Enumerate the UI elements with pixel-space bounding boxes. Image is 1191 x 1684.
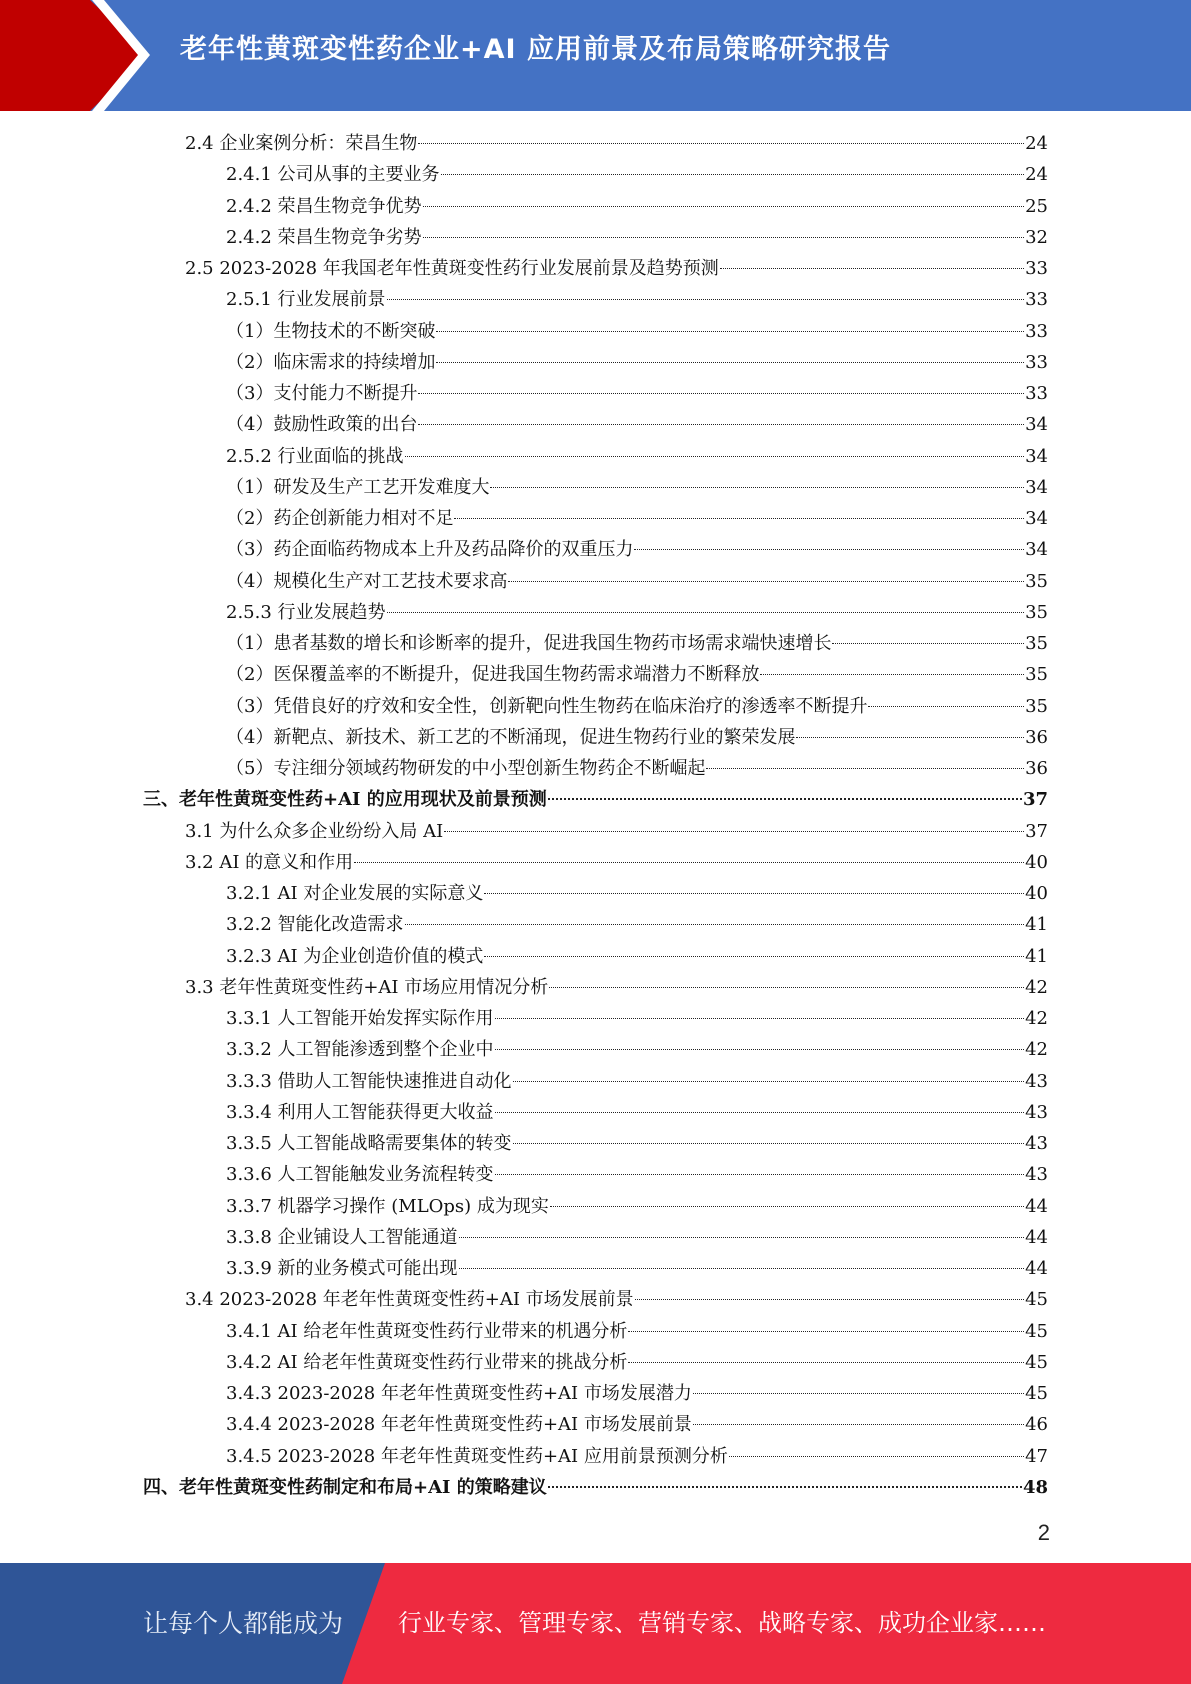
toc-entry-title: 3.3.8 企业铺设人工智能通道 [226, 1226, 458, 1248]
toc-dot-leader [635, 1299, 1024, 1300]
toc-page-number: 43 [1025, 1133, 1048, 1154]
toc-entry-title: 3.4.5 2023-2028 年老年性黄斑变性药+AI 应用前景预测分析 [226, 1445, 728, 1467]
toc-entry[interactable] [226, 566, 1048, 597]
toc-entry-title: 2.5.1 行业发展前景 [226, 289, 386, 311]
toc-dot-leader [490, 487, 1024, 488]
toc-entry[interactable] [226, 316, 1048, 347]
toc-entry[interactable] [226, 1003, 1048, 1034]
toc-dot-leader [508, 581, 1024, 582]
toc-entry-title: （1）患者基数的增长和诊断率的提升，促进我国生物药市场需求端快速增长 [226, 633, 832, 654]
toc-entry[interactable] [226, 534, 1048, 565]
toc-page-number: 41 [1025, 945, 1048, 967]
toc-entry-title: （3）药企面临药物成本上升及药品降价的双重压力 [226, 539, 634, 561]
toc-dot-leader [495, 1174, 1025, 1175]
toc-entry[interactable] [185, 128, 1048, 159]
toc-page-number: 34 [1025, 414, 1048, 436]
toc-dot-leader [760, 674, 1024, 675]
toc-entry[interactable] [185, 253, 1048, 284]
toc-page-number: 35 [1025, 570, 1048, 592]
toc-entry[interactable] [226, 1066, 1048, 1097]
toc-entry-title: 3.3.7 机器学习操作 (MLOps) 成为现实 [226, 1195, 549, 1217]
toc-entry[interactable] [226, 1441, 1048, 1472]
toc-entry[interactable] [226, 1034, 1048, 1065]
toc-entry-title: 3.4.2 AI 给老年性黄斑变性药行业带来的挑战分析 [226, 1351, 628, 1373]
toc-entry-title: 3.2 AI 的意义和作用 [185, 851, 354, 873]
toc-entry[interactable] [226, 472, 1048, 503]
toc-dot-leader [418, 143, 1024, 144]
toc-dot-leader [513, 1143, 1025, 1144]
toc-dot-leader [720, 268, 1024, 269]
toc-entry-title: （4）规模化生产对工艺技术要求高 [226, 570, 508, 592]
toc-dot-leader [418, 393, 1024, 394]
toc-entry-title: 3.1 为什么众多企业纷纷入局 AI [185, 820, 444, 842]
toc-entry[interactable] [226, 597, 1048, 628]
toc-page-number: 24 [1025, 133, 1048, 154]
toc-entry[interactable] [226, 191, 1048, 222]
toc-page-number: 33 [1025, 320, 1048, 342]
toc-entry-title: 3.2.2 智能化改造需求 [226, 914, 404, 936]
toc-page-number: 48 [1022, 1476, 1048, 1498]
toc-entry-title: （4）鼓励性政策的出台 [226, 414, 418, 436]
toc-page-number: 33 [1025, 258, 1048, 279]
toc-dot-leader [548, 798, 1022, 800]
toc-page-number: 36 [1025, 758, 1048, 779]
footer-slogan-right: 行业专家、管理专家、营销专家、战略专家、成功企业家…… [398, 1609, 1046, 1637]
toc-entry-title: 四、老年性黄斑变性药制定和布局+AI 的策略建议 [143, 1476, 547, 1498]
toc-entry-title: 3.4.4 2023-2028 年老年性黄斑变性药+AI 市场发展前景 [226, 1414, 692, 1436]
toc-page-number: 33 [1025, 351, 1048, 373]
toc-dot-leader [459, 1268, 1025, 1269]
toc-entry-title: 3.3.6 人工智能触发业务流程转变 [226, 1164, 494, 1186]
toc-entry-title: 3.3.3 借助人工智能快速推进自动化 [226, 1070, 512, 1092]
toc-entry-title: 2.4 企业案例分析：荣昌生物 [185, 133, 418, 154]
toc-entry-title: 2.4.1 公司从事的主要业务 [226, 164, 440, 186]
toc-entry[interactable] [226, 1409, 1048, 1440]
toc-entry[interactable] [226, 1097, 1048, 1128]
toc-entry-title: 三、老年性黄斑变性药+AI 的应用现状及前景预测 [143, 789, 547, 811]
toc-page-number: 32 [1025, 226, 1048, 248]
toc-entry[interactable] [226, 1347, 1048, 1378]
toc-entry-title: （2）药企创新能力相对不足 [226, 508, 454, 529]
toc-chapter-entry[interactable] [143, 784, 1048, 815]
toc-page-number: 35 [1025, 664, 1048, 686]
toc-entry[interactable] [226, 1253, 1048, 1284]
toc-entry[interactable] [226, 159, 1048, 190]
toc-dot-leader [405, 924, 1025, 925]
toc-page-number: 24 [1025, 164, 1048, 186]
toc-page-number: 35 [1025, 695, 1048, 717]
toc-dot-leader [796, 737, 1024, 738]
toc-entry[interactable] [226, 347, 1048, 378]
toc-entry-title: （3）支付能力不断提升 [226, 383, 418, 404]
toc-page-number: 42 [1025, 976, 1048, 998]
toc-page-number: 40 [1025, 851, 1048, 873]
toc-dot-leader [495, 1049, 1025, 1050]
toc-page-number: 42 [1025, 1008, 1048, 1029]
toc-dot-leader [868, 706, 1024, 707]
toc-entry-title: 3.3.9 新的业务模式可能出现 [226, 1258, 458, 1279]
toc-page-number: 37 [1022, 789, 1048, 811]
toc-entry-title: 3.4.1 AI 给老年性黄斑变性药行业带来的机遇分析 [226, 1320, 628, 1342]
page-number: 2 [1037, 1520, 1050, 1545]
toc-entry-title: 3.3 老年性黄斑变性药+AI 市场应用情况分析 [185, 976, 549, 998]
toc-page-number: 44 [1025, 1258, 1048, 1279]
toc-entry-title: 3.4 2023-2028 年老年性黄斑变性药+AI 市场发展前景 [185, 1289, 634, 1311]
toc-entry[interactable] [226, 941, 1048, 972]
toc-dot-leader [693, 1424, 1024, 1425]
toc-entry[interactable] [226, 441, 1048, 472]
toc-page-number: 37 [1025, 820, 1048, 842]
toc-entry[interactable] [226, 753, 1048, 784]
toc-entry[interactable] [226, 284, 1048, 315]
toc-entry-title: 2.4.2 荣昌生物竞争劣势 [226, 226, 422, 248]
toc-entry[interactable] [226, 1128, 1048, 1159]
toc-entry[interactable] [185, 972, 1048, 1003]
toc-dot-leader [454, 518, 1024, 519]
toc-dot-leader [706, 768, 1024, 769]
toc-dot-leader [548, 1486, 1022, 1488]
toc-entry-title: 2.5 2023-2028 年我国老年性黄斑变性药行业发展前景及趋势预测 [185, 258, 719, 279]
toc-entry[interactable] [226, 503, 1048, 534]
toc-dot-leader [436, 362, 1024, 363]
toc-entry-title: 3.4.3 2023-2028 年老年性黄斑变性药+AI 市场发展潜力 [226, 1383, 692, 1404]
toc-dot-leader [634, 549, 1024, 550]
toc-dot-leader [423, 237, 1025, 238]
toc-dot-leader [423, 206, 1025, 207]
toc-page-number: 34 [1025, 476, 1048, 498]
toc-page-number: 40 [1025, 883, 1048, 904]
toc-dot-leader [459, 1237, 1025, 1238]
toc-page-number: 34 [1025, 539, 1048, 561]
toc-dot-leader [387, 612, 1025, 613]
toc-page-number: 45 [1025, 1320, 1048, 1342]
toc-entry-title: 2.5.2 行业面临的挑战 [226, 445, 404, 467]
toc-entry[interactable] [226, 378, 1048, 409]
toc-page-number: 45 [1025, 1289, 1048, 1311]
toc-entry[interactable] [226, 878, 1048, 909]
toc-entry[interactable] [226, 628, 1048, 659]
toc-entry[interactable] [226, 659, 1048, 690]
toc-entry[interactable] [185, 816, 1048, 847]
toc-dot-leader [513, 1081, 1025, 1082]
toc-entry-title: （2）临床需求的持续增加 [226, 351, 436, 373]
toc-entry[interactable] [226, 1159, 1048, 1190]
toc-page-number: 25 [1025, 195, 1048, 217]
toc-dot-leader [441, 174, 1025, 175]
toc-entry-title: 3.2.3 AI 为企业创造价值的模式 [226, 945, 484, 967]
toc-entry-title: （5）专注细分领域药物研发的中小型创新生物药企不断崛起 [226, 758, 706, 779]
toc-dot-leader [436, 331, 1024, 332]
toc-entry-title: 3.3.2 人工智能渗透到整个企业中 [226, 1039, 494, 1061]
toc-entry[interactable] [226, 1316, 1048, 1347]
toc-page-number: 42 [1025, 1039, 1048, 1061]
toc-dot-leader [495, 1018, 1025, 1019]
toc-page-number: 43 [1025, 1164, 1048, 1186]
toc-dot-leader [729, 1456, 1024, 1457]
toc-dot-leader [484, 893, 1024, 894]
toc-dot-leader [549, 987, 1024, 988]
toc-page-number: 41 [1025, 914, 1048, 936]
toc-entry[interactable] [226, 691, 1048, 722]
toc-dot-leader [832, 643, 1024, 644]
toc-entry[interactable] [226, 722, 1048, 753]
toc-entry[interactable] [185, 847, 1048, 878]
toc-entry-title: 3.3.1 人工智能开始发挥实际作用 [226, 1008, 494, 1029]
toc-page-number: 44 [1025, 1195, 1048, 1217]
toc-dot-leader [693, 1393, 1024, 1394]
toc-page-number: 33 [1025, 383, 1048, 404]
toc-entry-title: 3.2.1 AI 对企业发展的实际意义 [226, 883, 484, 904]
toc-page-number: 46 [1025, 1414, 1048, 1436]
toc-dot-leader [550, 1206, 1024, 1207]
toc-entry-title: 3.3.4 利用人工智能获得更大收益 [226, 1101, 494, 1123]
toc-dot-leader [484, 956, 1024, 957]
report-title: 老年性黄斑变性药企业+AI 应用前景及布局策略研究报告 [180, 34, 891, 65]
toc-entry-title: （2）医保覆盖率的不断提升，促进我国生物药需求端潜力不断释放 [226, 664, 760, 686]
report-header [0, 0, 1191, 111]
toc-dot-leader [405, 456, 1025, 457]
toc-entry[interactable] [226, 1191, 1048, 1222]
toc-entry-title: （1）生物技术的不断突破 [226, 320, 436, 342]
toc-dot-leader [628, 1362, 1024, 1363]
toc-page-number: 35 [1025, 601, 1048, 623]
toc-dot-leader [444, 831, 1024, 832]
toc-chapter-entry[interactable] [143, 1472, 1048, 1503]
toc-entry[interactable] [226, 222, 1048, 253]
toc-page-number: 36 [1025, 726, 1048, 748]
toc-entry[interactable] [226, 409, 1048, 440]
toc-entry[interactable] [226, 909, 1048, 940]
toc-entry-title: （1）研发及生产工艺开发难度大 [226, 476, 490, 498]
toc-dot-leader [387, 299, 1025, 300]
toc-entry-title: （3）凭借良好的疗效和安全性，创新靶向性生物药在临床治疗的渗透率不断提升 [226, 695, 868, 717]
toc-page-number: 35 [1025, 633, 1048, 654]
toc-dot-leader [418, 424, 1024, 425]
toc-page-number: 44 [1025, 1226, 1048, 1248]
toc-page-number: 43 [1025, 1101, 1048, 1123]
toc-dot-leader [354, 862, 1024, 863]
toc-dot-leader [628, 1331, 1024, 1332]
toc-entry-title: （4）新靶点、新技术、新工艺的不断涌现，促进生物药行业的繁荣发展 [226, 726, 796, 748]
footer-slogan-left: 让每个人都能成为 [143, 1609, 344, 1638]
toc-page-number: 34 [1025, 508, 1048, 529]
toc-entry-title: 2.5.3 行业发展趋势 [226, 601, 386, 623]
toc-page-number: 45 [1025, 1383, 1048, 1404]
toc-entry[interactable] [226, 1222, 1048, 1253]
toc-page-number: 47 [1025, 1445, 1048, 1467]
report-footer [0, 1563, 1191, 1684]
toc-page-number: 33 [1025, 289, 1048, 311]
header-red-arrow [0, 0, 150, 111]
toc-page-number: 45 [1025, 1351, 1048, 1373]
toc-page-number: 43 [1025, 1070, 1048, 1092]
toc-dot-leader [495, 1112, 1025, 1113]
toc-entry[interactable] [185, 1284, 1048, 1315]
toc-entry-title: 3.3.5 人工智能战略需要集体的转变 [226, 1133, 512, 1154]
toc-entry[interactable] [226, 1378, 1048, 1409]
toc-page-number: 34 [1025, 445, 1048, 467]
toc-entry-title: 2.4.2 荣昌生物竞争优势 [226, 195, 422, 217]
